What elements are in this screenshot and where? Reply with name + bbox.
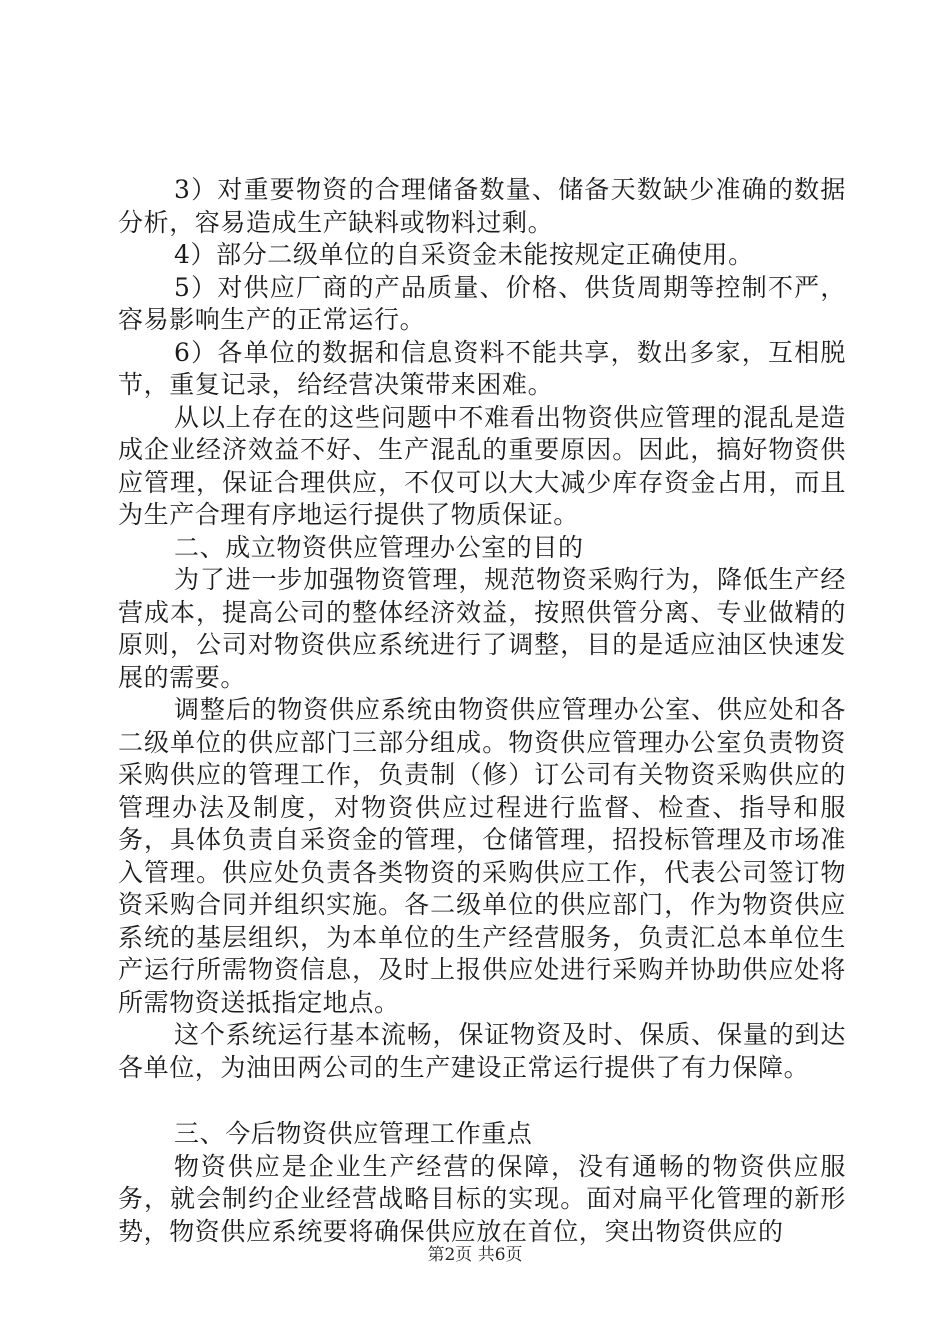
paragraph-structure: 调整后的物资供应系统由物资供应管理办公室、供应处和各二级单位的供应部门三部分组成。物资供应管理办公室负责物资采购供应的管理工作，负责制（修）订公司有关物资采购供应的管理办法及制度，对物资供应过程进行监督、检查、指导和服务，具体负责自采资金的管理，仓储管理，招投标管理及市场准入管理。供应处负责各类物资的采购供应工作，代表公司签订物资采购合同并组织实施。各二级单位的供应部门，作为物资供应系统的基层组织，为本单位的生产经营服务，负责汇总本单位生产运行所需物资信息，及时上报供应处进行采购并协助供应处将所需物资送抵指定地点。: [118, 695, 846, 1017]
section-heading-2: 二、成立物资供应管理办公室的目的: [174, 532, 584, 562]
document-body: [118, 174, 846, 1248]
paragraph-item-6: 6）各单位的数据和信息资料不能共享，数出多家，互相脱节，重复记录，给经营决策带来困难。: [118, 337, 846, 399]
paragraph-focus: 物资供应是企业生产经营的保障，没有通畅的物资供应服务，就会制约企业经营战略目标的实现。面对扁平化管理的新形势，物资供应系统要将确保供应放在首位，突出物资供应的: [118, 1151, 846, 1246]
paragraph-item-4: 4）部分二级单位的自采资金未能按规定正确使用。: [174, 240, 754, 269]
page-number: 第2页 共6页: [427, 1245, 523, 1265]
paragraph-purpose: 为了进一步加强物资管理，规范物资采购行为，降低生产经营成本，提高公司的整体经济效益，按照供管分离、专业做精的原则，公司对物资供应系统进行了调整，目的是适应油区快速发展的需要。: [118, 565, 846, 692]
paragraph-item-5: 5）对供应厂商的产品质量、价格、供货周期等控制不严，容易影响生产的正常运行。: [118, 272, 846, 334]
paragraph-conclusion: 从以上存在的这些问题中不难看出物资供应管理的混乱是造成企业经济效益不好、生产混乱的重要原因。因此，搞好物资供应管理，保证合理供应，不仅可以大大减少库存资金占用，而且为生产合理有序地运行提供了物质保证。: [118, 402, 846, 529]
section-heading-3: 三、今后物资供应管理工作重点: [174, 1119, 533, 1148]
paragraph-operation: 这个系统运行基本流畅，保证物资及时、保质、保量的到达各单位，为油田两公司的生产建设正常运行提供了有力保障。: [118, 1020, 846, 1082]
paragraph-item-3: 3）对重要物资的合理储备数量、储备天数缺少准确的数据分析，容易造成生产缺料或物料过剩。: [118, 175, 846, 237]
